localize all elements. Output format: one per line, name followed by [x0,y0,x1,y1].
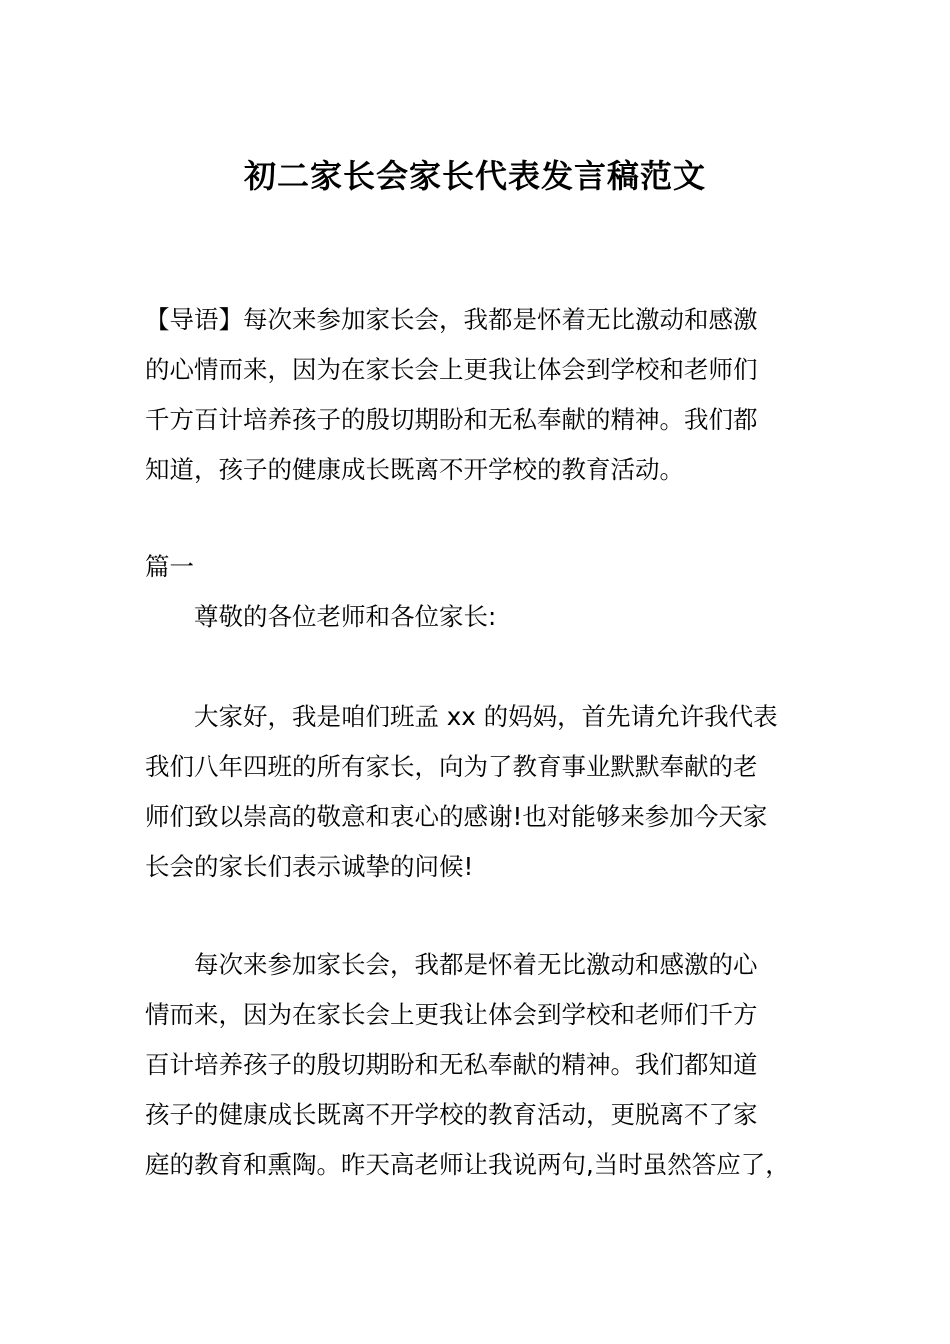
section-label-block [145,542,809,592]
intro-line: 的心情而来，因为在家长会上更我让体会到学校和老师们 [145,355,758,384]
body-paragraph-1 [145,692,809,892]
paragraph-line: 庭的教育和熏陶。昨天高老师让我说两句,当时虽然答应了， [145,1150,790,1179]
paragraph-line: 情而来，因为在家长会上更我让体会到学校和老师们千方 [145,1000,758,1029]
paragraph-line: 每次来参加家长会，我都是怀着无比激动和感激的心 [194,950,758,979]
paragraph-line: 师们致以崇高的敬意和衷心的感谢!也对能够来参加今天家 [145,802,768,831]
document-title: 初二家长会家长代表发言稿范文 [243,157,706,195]
intro-paragraph [145,295,809,495]
intro-line: 【导语】每次来参加家长会，我都是怀着无比激动和感激 [145,305,758,334]
salutation: 尊敬的各位老师和各位家长: [194,602,497,631]
body-paragraph-2 [145,940,809,1190]
paragraph-line: 百计培养孩子的殷切期盼和无私奉献的精神。我们都知道 [145,1050,758,1079]
paragraph-line: 大家好，我是咱们班孟 xx 的妈妈，首先请允许我代表 [194,702,778,731]
section-label: 篇一 [145,552,194,581]
intro-line: 知道，孩子的健康成长既离不开学校的教育活动。 [145,455,684,484]
salutation-block [145,592,809,642]
paragraph-line: 长会的家长们表示诚挚的问候! [145,852,474,881]
intro-line: 千方百计培养孩子的殷切期盼和无私奉献的精神。我们都 [145,405,758,434]
paragraph-line: 孩子的健康成长既离不开学校的教育活动，更脱离不了家 [145,1100,758,1129]
paragraph-line: 我们八年四班的所有家长，向为了教育事业默默奉献的老 [145,752,758,781]
